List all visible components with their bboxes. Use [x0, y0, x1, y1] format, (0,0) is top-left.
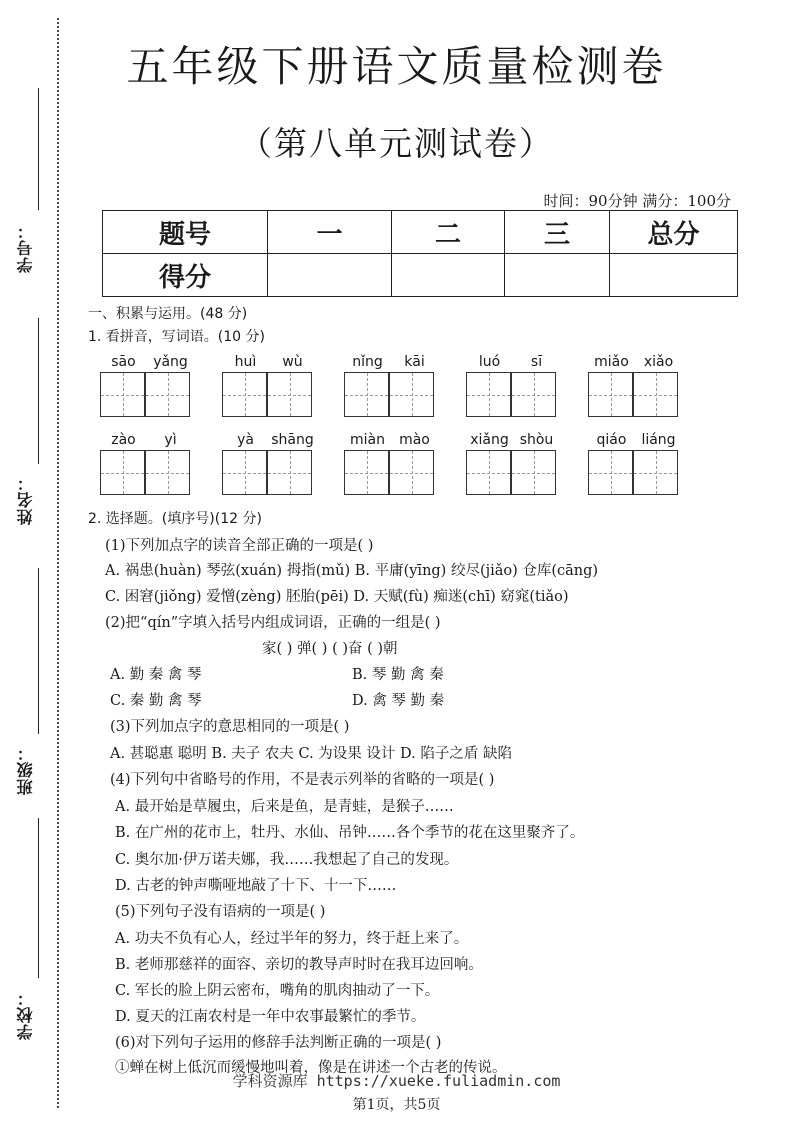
- name-field[interactable]: [38, 318, 39, 464]
- score-table-score-row: [103, 254, 738, 297]
- question-line: (1)下列加点字的读音全部正确的一项是( ): [105, 538, 374, 554]
- table-cell: 三: [505, 211, 610, 254]
- writing-box[interactable]: [344, 372, 389, 417]
- option-line: C. 困窘(jiǒng) 爱憎(zèng) 胚胎(pēi) D. 天赋(fù) 痴迷(chī) 窈窕(tiǎo): [105, 589, 569, 605]
- option-c: C. 秦 勤 禽 琴: [110, 693, 202, 709]
- writing-box[interactable]: [145, 372, 190, 417]
- writing-box[interactable]: [145, 450, 190, 495]
- score-cell[interactable]: [392, 254, 505, 297]
- pinyin: luó: [478, 354, 501, 370]
- score-table: [102, 210, 738, 297]
- writing-box[interactable]: [466, 450, 511, 495]
- school-label: 学校：: [16, 989, 35, 1041]
- pinyin: liáng: [641, 432, 676, 448]
- writing-box[interactable]: [267, 450, 312, 495]
- table-cell: 得分: [103, 254, 268, 297]
- score-cell[interactable]: [610, 254, 738, 297]
- fill-blank-line: 家( ) 弹( ) ( )奋 ( )朝: [262, 641, 398, 657]
- writing-box[interactable]: [466, 372, 511, 417]
- pinyin: yì: [164, 432, 177, 448]
- question-line: (5)下列句子没有语病的一项是( ): [115, 904, 326, 920]
- option-line: A. 甚聪惠 聪明 B. 夫子 农夫 C. 为设果 设计 D. 陷子之盾 缺陷: [110, 746, 512, 762]
- question-line: (6)对下列句子运用的修辞手法判断正确的一项是( ): [115, 1035, 442, 1051]
- table-cell: 题号: [103, 211, 268, 254]
- watermark-site: 学科资源库 https://xueke.fuliadmin.com: [232, 1072, 561, 1090]
- question-line: (2)把“qín”字填入括号内组成词语，正确的一组是( ): [105, 615, 441, 631]
- exam-meta: 时间：90分钟 满分：100分: [543, 192, 731, 210]
- school-field[interactable]: [38, 818, 39, 978]
- score-cell[interactable]: [505, 254, 610, 297]
- binding-dashed-line: [57, 18, 59, 1108]
- pinyin: mào: [399, 432, 430, 448]
- writing-box[interactable]: [100, 372, 145, 417]
- name-label: 姓名：: [16, 474, 35, 526]
- option-a: A. 最开始是草履虫，后来是鱼，是青蛙，是猴子……: [115, 799, 454, 815]
- pinyin: kāi: [404, 354, 425, 370]
- pinyin: qiáo: [596, 432, 627, 448]
- question-line: (4)下列句中省略号的作用，不是表示列举的省略的一项是( ): [110, 772, 495, 788]
- score-cell[interactable]: [268, 254, 392, 297]
- option-b: B. 在广州的花市上，牡丹、水仙、吊钟……各个季节的花在这里聚齐了。: [115, 825, 585, 841]
- pinyin: huì: [234, 354, 257, 370]
- writing-box[interactable]: [588, 450, 633, 495]
- pinyin: yà: [237, 432, 254, 448]
- option-d: D. 古老的钟声嘶哑地敲了十下、十一下……: [115, 878, 397, 894]
- option-c: C. 奥尔加·伊万诺夫娜，我……我想起了自己的发现。: [115, 852, 459, 868]
- pinyin: xiǎng: [470, 432, 509, 448]
- page-title: 五年级下册语文质量检测卷: [126, 42, 667, 91]
- table-cell: 二: [392, 211, 505, 254]
- pinyin: miǎo: [594, 354, 629, 370]
- score-table-header-row: [103, 211, 738, 254]
- writing-box[interactable]: [633, 372, 678, 417]
- table-cell: 一: [268, 211, 392, 254]
- section-heading: 一、积累与运用。(48 分): [88, 306, 248, 322]
- option-d: D. 夏天的江南农村是一年中农事最繁忙的季节。: [115, 1009, 426, 1025]
- option-line: A. 祸患(huàn) 琴弦(xuán) 拇指(mǔ) B. 平庸(yīng) 绞尽(jiǎo) 仓库(cāng): [105, 563, 599, 579]
- writing-box[interactable]: [633, 450, 678, 495]
- option-a: A. 功夫不负有心人，经过半年的努力，终于赶上来了。: [115, 931, 469, 947]
- writing-box[interactable]: [389, 372, 434, 417]
- pinyin: sī: [530, 354, 543, 370]
- writing-box[interactable]: [389, 450, 434, 495]
- writing-box[interactable]: [511, 372, 556, 417]
- pinyin: wù: [282, 354, 303, 370]
- pinyin: yǎng: [153, 354, 188, 370]
- pinyin: zào: [111, 432, 136, 448]
- question-line: (3)下列加点字的意思相同的一项是( ): [110, 719, 350, 735]
- pinyin: nǐng: [352, 354, 383, 370]
- writing-box[interactable]: [511, 450, 556, 495]
- option-b: B. 琴 勤 禽 秦: [352, 667, 444, 683]
- option-b: B. 老师那慈祥的面容、亲切的教导声时时在我耳边回响。: [115, 957, 483, 973]
- question-2: 2. 选择题。(填序号)(12 分): [88, 511, 262, 527]
- page-subtitle: （第八单元测试卷）: [239, 124, 554, 163]
- student-id-label: 学号：: [16, 222, 35, 274]
- table-cell: 总分: [610, 211, 738, 254]
- class-field[interactable]: [38, 568, 39, 734]
- pinyin: shāng: [271, 432, 314, 448]
- writing-box[interactable]: [344, 450, 389, 495]
- writing-box[interactable]: [588, 372, 633, 417]
- pinyin: shòu: [519, 432, 554, 448]
- writing-box[interactable]: [222, 372, 267, 417]
- writing-box[interactable]: [222, 450, 267, 495]
- class-label: 班级：: [16, 744, 35, 796]
- option-a: A. 勤 秦 禽 琴: [110, 667, 202, 683]
- question-1: 1. 看拼音，写词语。(10 分): [88, 329, 265, 345]
- writing-box[interactable]: [100, 450, 145, 495]
- option-c: C. 军长的脸上阴云密布，嘴角的肌肉抽动了一下。: [115, 983, 440, 999]
- writing-box[interactable]: [267, 372, 312, 417]
- pinyin: miàn: [350, 432, 385, 448]
- example-sentence: ①蝉在树上低沉而缓慢地叫着，像是在讲述一个古老的传说。: [115, 1060, 507, 1076]
- pinyin: sāo: [111, 354, 136, 370]
- pinyin: xiǎo: [643, 354, 674, 370]
- page-number: 第1页，共5页: [352, 1097, 441, 1113]
- option-d: D. 禽 琴 勤 秦: [352, 693, 445, 709]
